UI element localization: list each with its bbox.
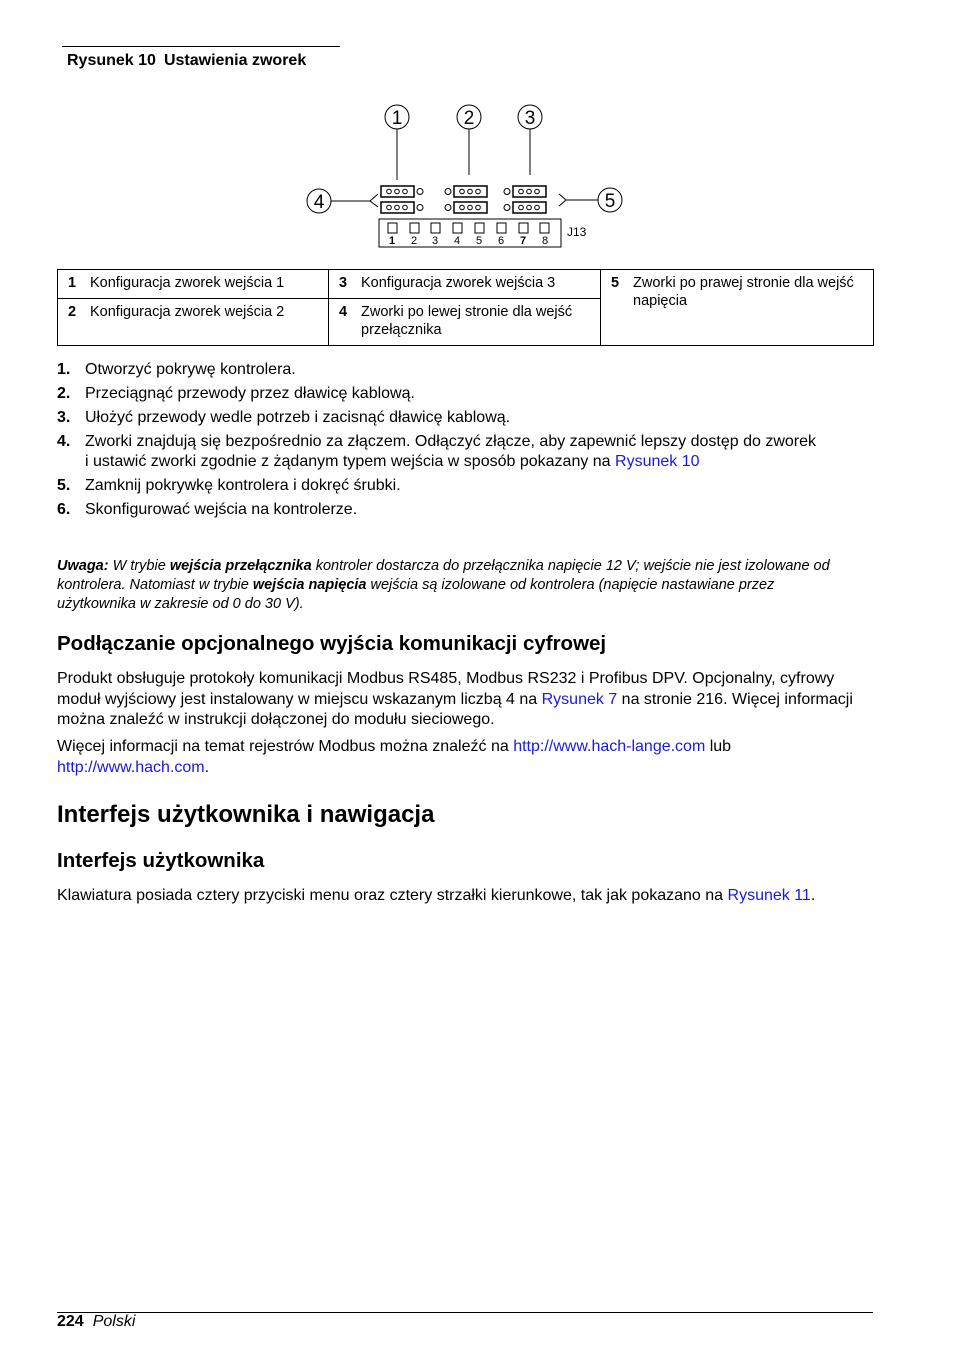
step-text: Skonfigurować wejścia na kontrolerze. xyxy=(85,501,358,518)
note-label: Uwaga: xyxy=(57,558,109,574)
page-footer xyxy=(57,1313,135,1331)
terminal-strip-j13 xyxy=(379,219,561,247)
figure-legend-table xyxy=(57,269,874,346)
footer-language: Polski xyxy=(92,1313,136,1330)
page-number: 224 xyxy=(57,1313,84,1330)
legend-cell xyxy=(329,270,601,299)
legend-text: Zworki po prawej stronie dla wejść napięcia xyxy=(633,275,854,309)
callout-4: 4 xyxy=(313,192,325,213)
procedure-steps xyxy=(57,360,857,524)
pin-number-6: 6 xyxy=(497,235,505,247)
jumper-block-3 xyxy=(504,186,546,213)
legend-cell xyxy=(58,299,329,346)
paragraph-protocols xyxy=(57,669,877,731)
list-item xyxy=(57,408,857,428)
link-figure-7[interactable]: Rysunek 7 xyxy=(541,690,618,708)
step-text: Przeciągnąć przewody przez dławicę kablową. xyxy=(85,385,415,402)
link-figure-11[interactable]: Rysunek 11 xyxy=(727,887,811,904)
paragraph-text: . xyxy=(204,758,210,776)
note-text: W trybie xyxy=(108,558,170,574)
paragraph-text: na stronie 216. Więcej informacji można znaleźć w instrukcji dołączonej do modułu sieciowego. xyxy=(57,690,853,728)
connector-label: J13 xyxy=(567,225,587,239)
paragraph-modbus-info xyxy=(57,737,877,778)
heading-user-interface: Interfejs użytkownika xyxy=(57,849,265,872)
paragraph-keypad xyxy=(57,886,817,907)
note-bold-voltage: wejścia napięcia xyxy=(252,577,367,593)
list-item xyxy=(57,476,857,496)
step-text: Zworki znajdują się bezpośrednio za złączem. Odłączyć złącze, aby zapewnić lepszy dostęp do zworek i ustawić zworki zgodnie z żądanym typem wejścia w sposób pokazany na xyxy=(85,433,817,470)
step-text: Ułożyć przewody wedle potrzeb i zacisnąć dławicę kablową. xyxy=(85,409,511,426)
step-number: 6. xyxy=(57,501,71,518)
callout-3: 3 xyxy=(524,108,536,129)
paragraph-text: lub xyxy=(705,738,732,755)
step-text: Otworzyć pokrywę kontrolera. xyxy=(85,361,296,378)
note-paragraph xyxy=(57,557,857,614)
link-hach-lange[interactable]: http://www.hach-lange.com xyxy=(513,738,706,755)
pin-number-1: 1 xyxy=(388,235,396,247)
jumper-block-1 xyxy=(381,186,423,213)
legend-number: 3 xyxy=(339,275,348,291)
heading-user-interface-navigation: Interfejs użytkownika i nawigacja xyxy=(57,801,435,828)
pin-number-2: 2 xyxy=(410,235,418,247)
jumper-block-2 xyxy=(445,186,487,213)
paragraph-text: Produkt obsługuje protokoły komunikacji Modbus RS485, Modbus RS232 i Profibus DPV. Opcjonalny, cyfrowy moduł wyjściowy jest instalowany w miejscu wskazanym liczbą 4 na xyxy=(57,670,835,708)
jumper-diagram xyxy=(300,98,640,258)
figure-caption-title: Ustawienia zworek xyxy=(163,52,307,69)
step-number: 2. xyxy=(57,385,71,402)
figure-caption xyxy=(67,52,306,70)
callout-5: 5 xyxy=(604,191,616,212)
paragraph-text: Klawiatura posiada cztery przyciski menu oraz cztery strzałki kierunkowe, tak jak pokazano na xyxy=(57,887,728,904)
step-number: 1. xyxy=(57,361,71,378)
heading-digital-output: Podłączanie opcjonalnego wyjścia komunikacji cyfrowej xyxy=(57,632,607,655)
list-item xyxy=(57,500,857,520)
figure-top-rule xyxy=(62,46,340,47)
legend-text: Zworki po lewej stronie dla wejść przełącznika xyxy=(361,304,573,338)
footer-rule xyxy=(57,1312,873,1313)
list-item xyxy=(57,384,857,404)
link-figure-10[interactable]: Rysunek 10 xyxy=(615,453,700,470)
paragraph-text: Więcej informacji na temat rejestrów Modbus można znaleźć na xyxy=(57,738,514,755)
pin-number-8: 8 xyxy=(541,235,549,247)
step-number: 5. xyxy=(57,477,71,494)
pin-number-4: 4 xyxy=(453,235,461,247)
paragraph-text: . xyxy=(810,887,816,904)
legend-cell xyxy=(329,299,601,346)
legend-cell xyxy=(601,270,874,346)
figure-caption-label: Rysunek 10 xyxy=(67,52,156,69)
note-text: kontroler dostarcza do przełącznika napięcie 12 V; wejście nie jest izolowane od kontrolera. Natomiast w trybie xyxy=(57,558,830,593)
legend-text: Konfiguracja zworek wejścia 3 xyxy=(361,275,556,291)
legend-cell xyxy=(58,270,329,299)
legend-text: Konfiguracja zworek wejścia 2 xyxy=(90,304,285,320)
step-text: Zamknij pokrywkę kontrolera i dokręć śrubki. xyxy=(85,477,401,494)
step-number: 3. xyxy=(57,409,71,426)
legend-text: Konfiguracja zworek wejścia 1 xyxy=(90,275,285,291)
callout-2: 2 xyxy=(463,108,475,129)
pin-number-5: 5 xyxy=(475,235,483,247)
list-item xyxy=(57,360,857,380)
callout-1: 1 xyxy=(391,108,403,129)
legend-number: 5 xyxy=(611,275,620,291)
note-text: wejścia są izolowane od kontrolera (napięcie nastawiane przez użytkownika w zakresie od 0 do 30 V). xyxy=(57,577,775,612)
legend-number: 2 xyxy=(68,304,77,320)
pin-number-7: 7 xyxy=(519,235,527,247)
pin-number-3: 3 xyxy=(431,235,439,247)
link-hach[interactable]: http://www.hach.com xyxy=(57,758,205,776)
legend-number: 4 xyxy=(339,304,348,320)
note-bold-switch: wejścia przełącznika xyxy=(169,558,312,574)
legend-row xyxy=(58,270,874,299)
legend-number: 1 xyxy=(68,275,77,291)
step-number: 4. xyxy=(57,433,71,450)
list-item xyxy=(57,432,857,472)
